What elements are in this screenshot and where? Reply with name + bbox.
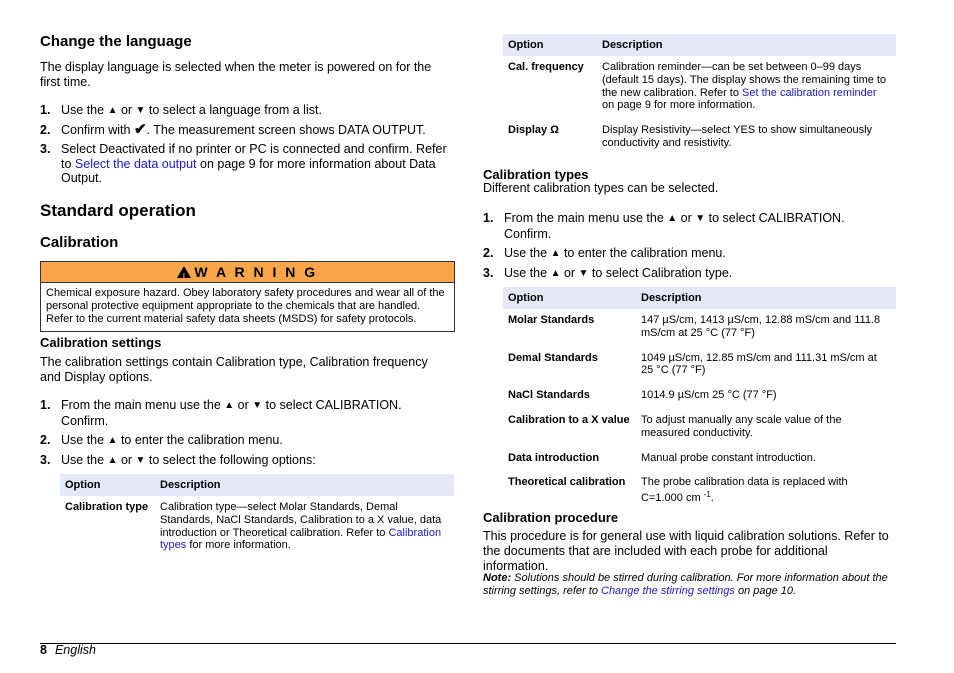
down-arrow-icon: ▼ xyxy=(578,267,589,279)
up-arrow-icon: ▲ xyxy=(224,400,235,411)
list-item: 1. From the main menu use the ▲ or ▼ to select CALIBRATION. Confirm. xyxy=(40,398,402,428)
down-arrow-icon: ▼ xyxy=(135,105,146,116)
calibration-types-heading: Calibration types xyxy=(483,167,589,182)
warning-text: Chemical exposure hazard. Obey laboratory safety procedures and wear all of the personal protective equipment appropriate to the chemicals that are handled. Refer to the current material safety data sheets (MSDS) for safety protocols. xyxy=(46,287,445,326)
list-item: 2. Confirm with ✔. The measurement screen shows DATA OUTPUT. xyxy=(40,121,426,138)
calibration-types-link[interactable]: Calibration types xyxy=(160,526,442,552)
list-item: 3. Use the ▲ or ▼ to select the following options: xyxy=(40,452,316,467)
warning-box xyxy=(40,261,455,332)
list-item: 1. Use the ▲ or ▼ to select a language from a list. xyxy=(40,103,322,117)
page-number: 8 xyxy=(40,643,47,657)
down-arrow-icon: ▼ xyxy=(135,454,146,466)
note-label: Note: xyxy=(483,572,512,584)
up-arrow-icon: ▲ xyxy=(107,454,118,466)
up-arrow-icon: ▲ xyxy=(550,267,561,279)
calibration-note: Note: Solutions should be stirred during calibration. For more information about the stirring settings, refer to Change the stirring settings on page 10. xyxy=(483,572,888,597)
table-row: Molar Standards 147 µS/cm, 1413 µS/cm, 12.88 mS/cm and 111.8 mS/cm at 25 °C (77 °F) xyxy=(508,314,881,339)
calibration-settings-table xyxy=(60,474,454,559)
calibration-procedure-intro: This procedure is for general use with liquid calibration solutions. Refer to the documents that are included with each probe for additional information. xyxy=(483,529,889,573)
change-stirring-settings-link[interactable]: Change the stirring settings xyxy=(601,585,735,597)
up-arrow-icon: ▲ xyxy=(107,105,118,116)
calibration-options-table xyxy=(503,34,896,157)
select-data-output-link[interactable]: Select the data output xyxy=(74,156,197,171)
page-footer xyxy=(40,643,96,657)
down-arrow-icon: ▼ xyxy=(252,400,263,411)
table-header-option: Option xyxy=(503,34,597,56)
list-item: 3. Use the ▲ or ▼ to select Calibration type. xyxy=(483,265,733,280)
table-row: Calibration to a X value To adjust manually any scale value of the measured conductivity. xyxy=(508,413,842,439)
list-item: 2. Use the ▲ to enter the calibration menu. xyxy=(40,432,283,447)
warning-header xyxy=(41,262,454,283)
footer-divider xyxy=(40,643,896,644)
warning-triangle-icon xyxy=(177,266,191,278)
change-language-steps xyxy=(40,103,450,190)
change-language-heading: Change the language xyxy=(40,33,192,50)
calibration-settings-intro: The calibration settings contain Calibration type, Calibration frequency and Display options. xyxy=(40,355,428,384)
table-header-option: Option xyxy=(60,474,155,496)
up-arrow-icon: ▲ xyxy=(550,247,561,259)
change-language-intro: The display language is selected when the meter is powered on for the first time. xyxy=(40,60,432,89)
calibration-settings-steps xyxy=(40,398,450,473)
table-header-option: Option xyxy=(503,287,636,309)
table-row: Calibration type Calibration type—select Molar Standards, Demal Standards, NaCl Standards, Calibration to a X value, data introduction or Theoretical calibration. Refer to Calibration types for more information. xyxy=(65,501,442,552)
table-row: Data introduction Manual probe constant introduction. xyxy=(508,451,816,464)
table-row: Cal. frequency Calibration reminder—can be set between 0–99 days (default 15 days). The display shows the remaining time to the new calibration. Refer to Set the calibration reminder on page 9 for more information. xyxy=(508,61,887,112)
check-icon: ✔ xyxy=(133,121,147,138)
calibration-types-intro: Different calibration types can be selected. xyxy=(483,181,719,195)
down-arrow-icon: ▼ xyxy=(695,213,706,224)
calibration-procedure-heading: Calibration procedure xyxy=(483,510,619,525)
list-item: 1. From the main menu use the ▲ or ▼ to select CALIBRATION. Confirm. xyxy=(483,211,845,241)
list-item: 3. Select Deactivated if no printer or PC is connected and confirm. Refer to Select the data output on page 9 for more information about Data Output. xyxy=(40,142,447,185)
table-header-description: Description xyxy=(597,34,896,56)
set-calibration-reminder-link[interactable]: Set the calibration reminder xyxy=(742,86,877,99)
table-header-description: Description xyxy=(636,287,896,309)
table-row: NaCl Standards 1014.9 µS/cm 25 °C (77 °F) xyxy=(508,389,777,402)
calibration-heading: Calibration xyxy=(40,234,119,251)
calibration-types-steps xyxy=(483,211,893,286)
table-row: Theoretical calibration The probe calibration data is replaced with C=1.000 cm $^{-1}$. xyxy=(508,476,848,505)
calibration-types-table xyxy=(503,287,896,512)
standard-operation-heading: Standard operation xyxy=(40,201,196,220)
warning-title: W A R N I N G xyxy=(194,264,318,280)
up-arrow-icon: ▲ xyxy=(107,434,118,446)
calibration-settings-heading: Calibration settings xyxy=(40,335,162,350)
up-arrow-icon: ▲ xyxy=(667,213,678,224)
list-item: 2. Use the ▲ to enter the calibration menu. xyxy=(483,245,726,260)
table-row: Display Ω Display Resistivity—select YES to show simultaneously conductivity and resistivity. xyxy=(508,124,873,149)
table-header-description: Description xyxy=(155,474,454,496)
footer-language: English xyxy=(54,643,96,657)
table-row: Demal Standards 1049 µS/cm, 12.85 mS/cm and 111.31 mS/cm at 25 °C (77 °F) xyxy=(508,351,877,377)
